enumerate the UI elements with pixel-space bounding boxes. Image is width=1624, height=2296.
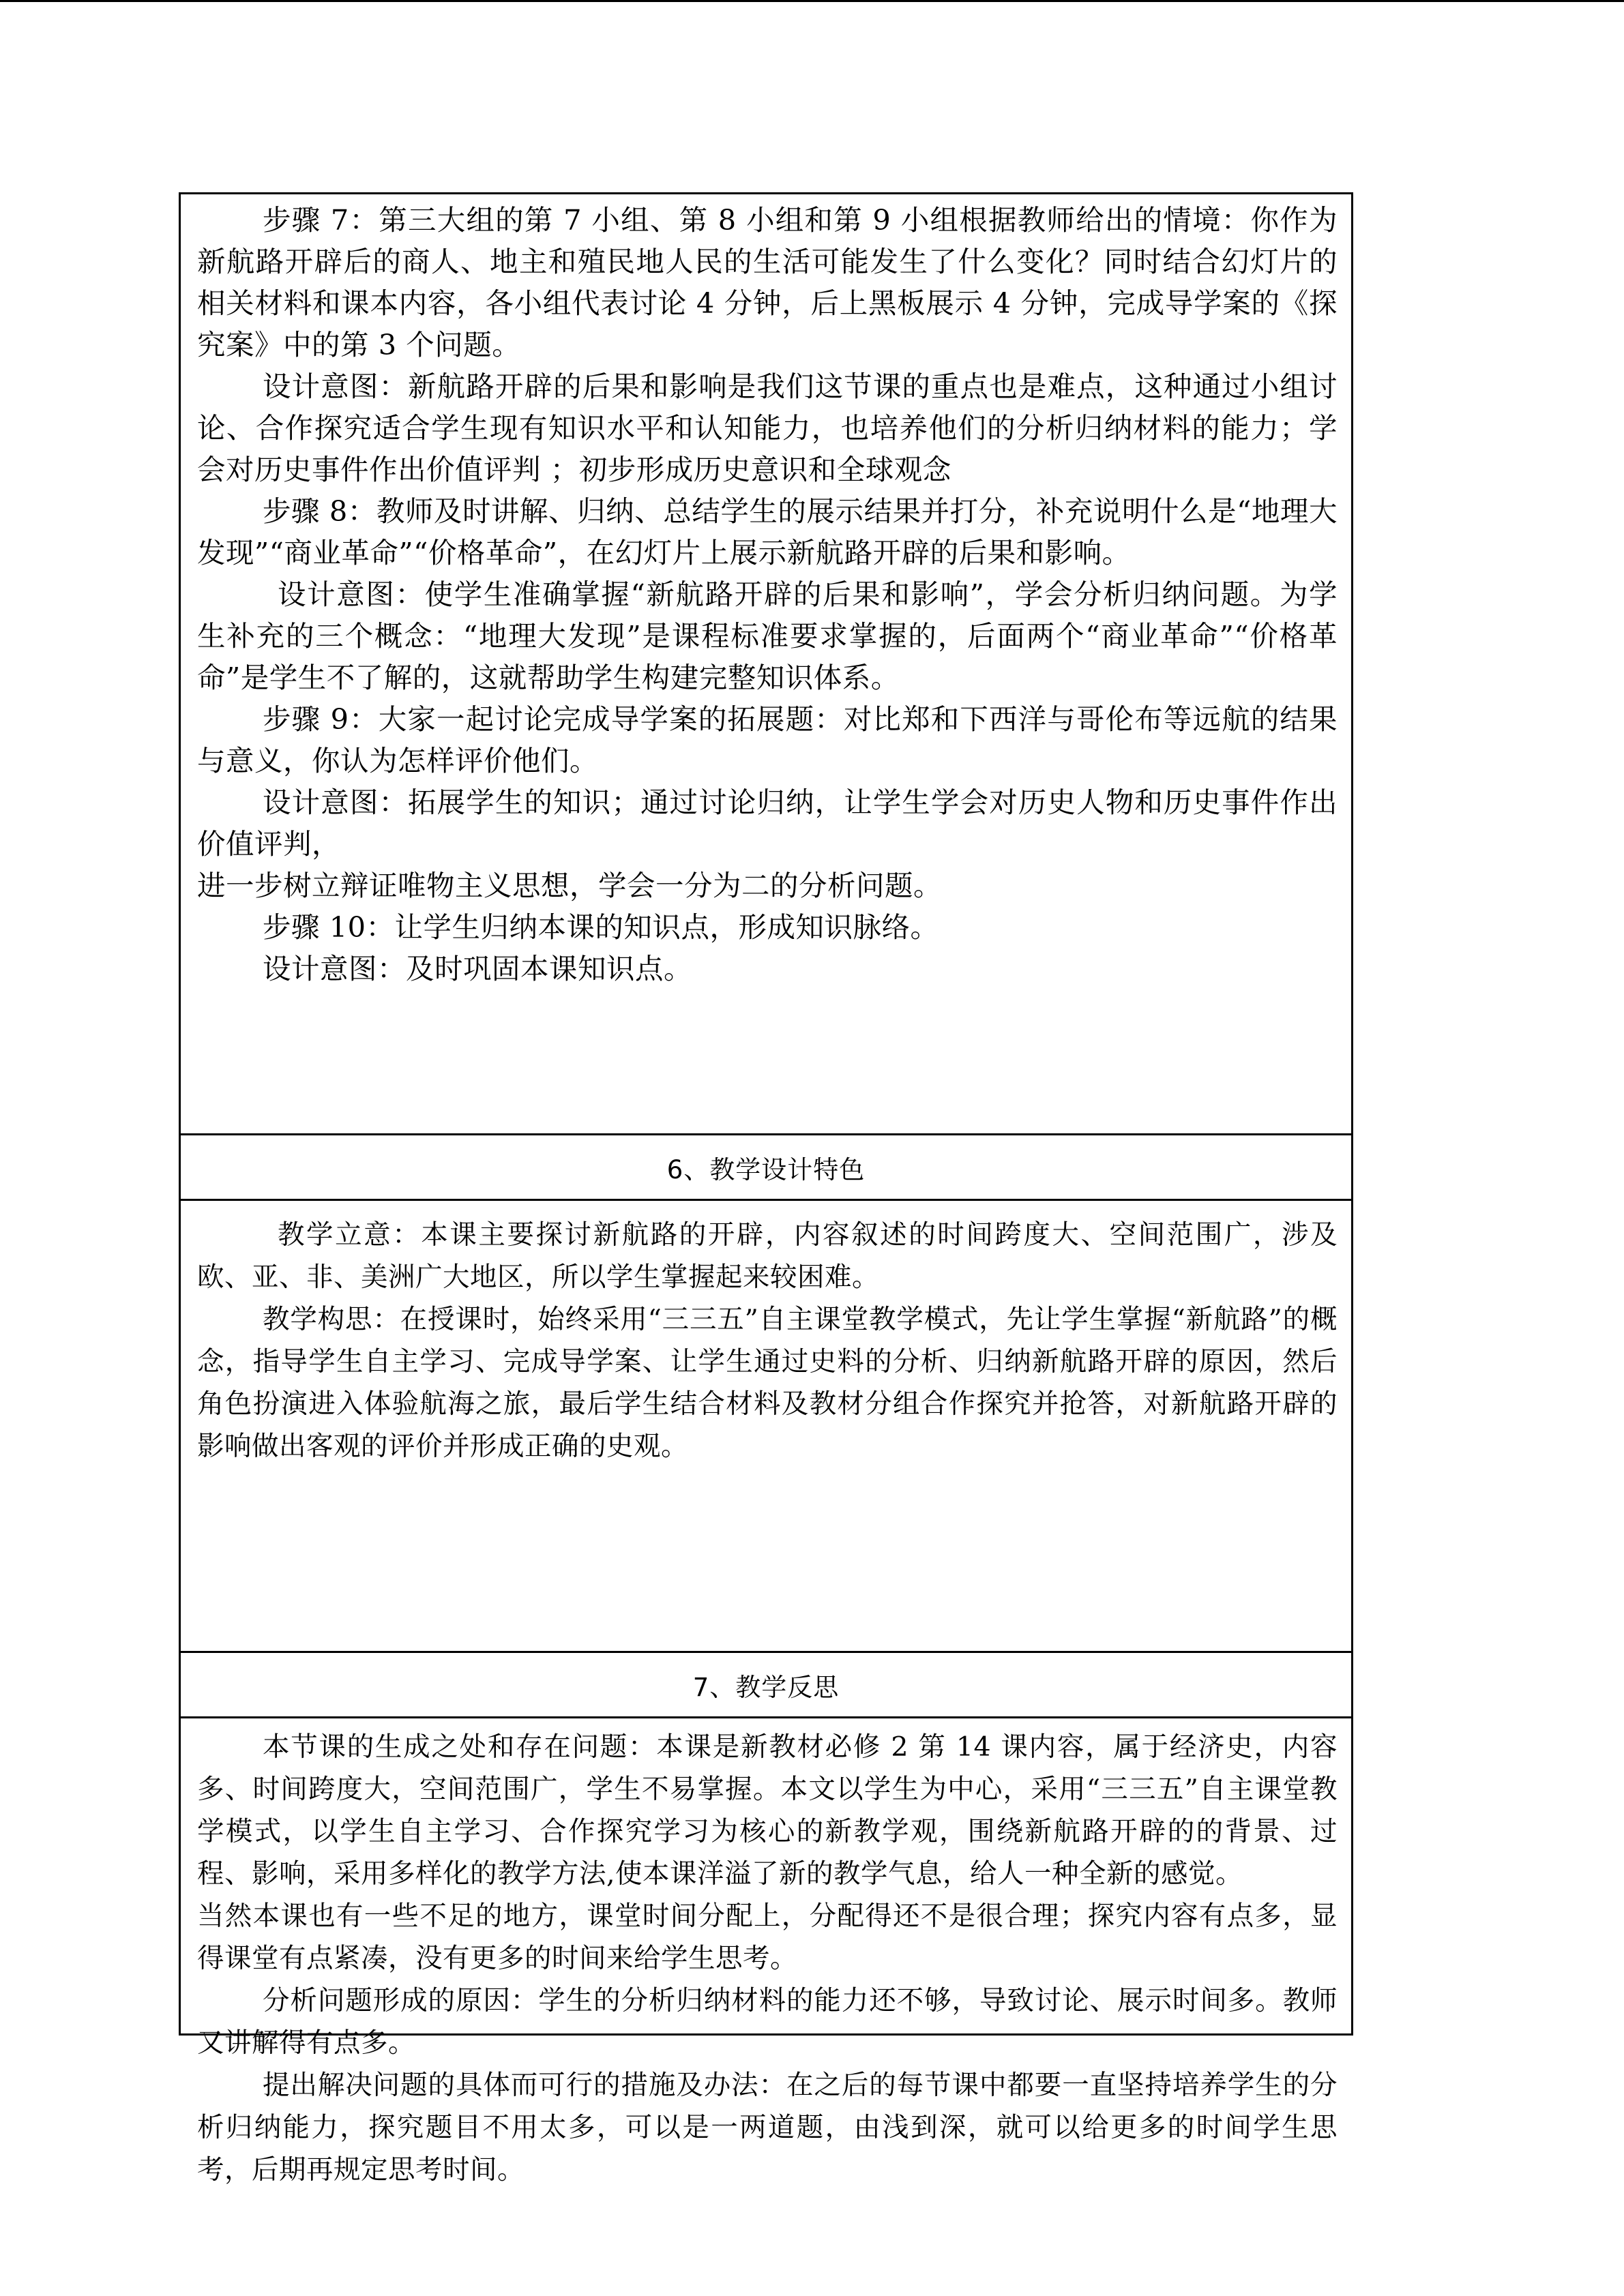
step-9-paragraph: 步骤 9：大家一起讨论完成导学案的拓展题：对比郑和下西洋与哥伦布等远航的结果与意义，你认为怎样评价他们。 [197,702,1338,777]
step-10-design-intent: 设计意图：及时巩固本课知识点。 [263,952,693,985]
teaching-process-cell [181,194,1351,1133]
step-7-design-intent: 设计意图：新航路开辟的后果和影响是我们这节课的重点也是难点，这种通过小组讨论、合作探究适合学生现有知识水平和认知能力，也培养他们的分析归纳材料的能力；学会对历史事件作出价值评判 ；初步形成历史意识和全球观念 [197,370,1338,486]
step-10-paragraph: 步骤 10：让学生归纳本课的知识点，形成知识脉络。 [263,910,939,944]
reflection-cell [181,1716,1351,2186]
reflection-header-cell [181,1651,1351,1716]
reflection-solutions-paragraph: 提出解决问题的具体而可行的措施及办法：在之后的每节课中都要一直坚持培养学生的分析归纳能力，探究题目不用太多，可以是一两道题，由浅到深，就可以给更多的时间学生思考，后期再规定思考时间。 [197,2070,1338,2186]
section-7-heading: 7、教学反思 [692,1672,840,1702]
lesson-plan-table [179,192,1353,2186]
teaching-concept-paragraph: 教学构思：在授课时，始终采用“三三五”自主课堂教学模式，先让学生掌握“新航路”的概念，指导学生自主学习、完成导学案、让学生通过史料的分析、归纳新航路开辟的原因，然后角色扮演进入体验航海之旅，最后学生结合材料及教材分组合作探究并抢答，对新航路开辟的影响做出客观的评价并形成正确的史观。 [197,1304,1338,1462]
reflection-causes-paragraph: 分析问题形成的原因：学生的分析归纳材料的能力还不够，导致讨论、展示时间多。教师又讲解得有点多。 [197,1985,1338,2059]
step-8-paragraph: 步骤 8：教师及时讲解、归纳、总结学生的展示结果并打分，补充说明什么是“地理大发现”“商业革命”“价格革命”，在幻灯片上展示新航路开辟的后果和影响。 [197,494,1338,569]
reflection-strengths-paragraph: 本节课的生成之处和存在问题：本课是新教材必修 2 第 14 课内容，属于经济史，内容多、时间跨度大，空间范围广，学生不易掌握。本文以学生为中心，采用“三三五”自主课堂教学模式，以学生自主学习、合作探究学习为核心的新教学观，围绕新航路开辟的的背景、过程、影响，采用多样化的教学方法,使本课洋溢了新的教学气息，给人一种全新的感觉。 [197,1731,1338,1890]
features-cell [181,1199,1351,1651]
teaching-intent-paragraph: 教学立意：本课主要探讨新航路的开辟，内容叙述的时间跨度大、空间范围广，涉及欧、亚、非、美洲广大地区，所以学生掌握起来较困难。 [197,1219,1338,1293]
step-9-design-intent: 设计意图：拓展学生的知识；通过讨论归纳，让学生学会对历史人物和历史事件作出价值评判， [197,786,1338,861]
features-header-cell [181,1133,1351,1199]
step-7-paragraph: 步骤 7：第三大组的第 7 小组、第 8 小组和第 9 小组根据教师给出的情境：你作为新航路开辟后的商人、地主和殖民地人民的生活可能发生了什么变化？同时结合幻灯片的相关材料和课本内容，各小组代表讨论 4 分钟，后上黑板展示 4 分钟，完成导学案的《探究案》中的第 3 个问题。 [197,203,1338,361]
reflection-shortcomings-paragraph: 当然本课也有一些不足的地方，课堂时间分配上，分配得还不是很合理；探究内容有点多，显得课堂有点紧凑，没有更多的时间来给学生思考。 [197,1900,1338,1974]
step-9-design-intent-continued: 进一步树立辩证唯物主义思想，学会一分为二的分析问题。 [197,869,943,902]
section-6-heading: 6、教学设计特色 [666,1154,866,1184]
step-8-design-intent: 设计意图：使学生准确掌握“新航路开辟的后果和影响”，学会分析归纳问题。为学生补充的三个概念：“地理大发现”是课程标准要求掌握的，后面两个“商业革命”“价格革命”是学生不了解的，这就帮助学生构建完整知识体系。 [197,578,1338,694]
